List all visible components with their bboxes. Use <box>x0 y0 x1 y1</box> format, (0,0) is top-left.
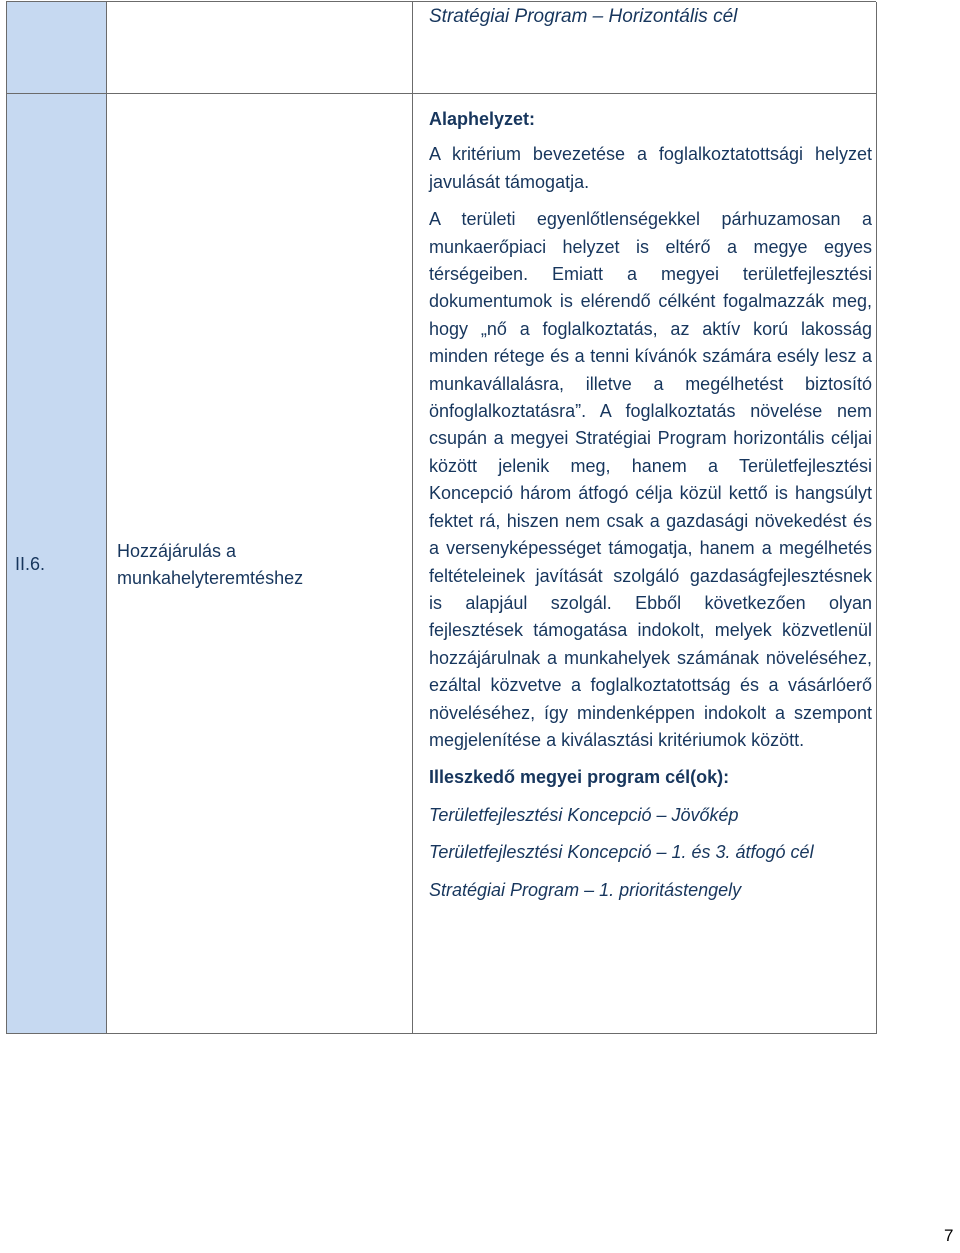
criterion-name: Hozzájárulás a munkahelyteremtéshez <box>117 541 304 588</box>
baseline-paragraph-2: A területi egyenlőtlenségekkel párhuzamosan a munkaerőpiaci helyzet is eltérő a megye egyes térségeiben. Emiatt a megyei területfejlesztési dokumentumok is elérendő célként fogalmazzák meg, hogy „nő a foglalkoztatás, az aktív korú lakosság minden rétege és a tenni kívánók számára esély lesz a munkavállalásra, illetve a megélhetést biztosító önfoglalkoztatásra”. A foglalkoztatás növelése nem csupán a megyei Stratégiai Program horizontális céljai között jelenik meg, hanem a Területfejlesztési Koncepció három átfogó célja közül kettő is hangsúlyt fektet rá, hiszen nem csak a gazdasági növekedést és a versenyképességet támogatja, hanem a megélhetés feltételeinek javítását szolgáló gazdaságfejlesztésnek is alapjául szolgál. Ebből következően olyan fejlesztések támogatása indokolt, melyek közvetlenül hozzájárulnak a munkahelyek számának növeléséhez, ezáltal közvetve a foglalkoztatottság és a vásárlóerő növeléséhez, így mindenképpen indokolt a szempont megjelenítése a kiválasztási kritériumok között. <box>429 209 872 750</box>
program-goal-item: Területfejlesztési Koncepció – Jövőkép <box>429 804 739 825</box>
criteria-table <box>6 1 876 1034</box>
baseline-paragraph-1: A kritérium bevezetése a foglalkoztatottsági helyzet javulását támogatja. <box>429 144 872 192</box>
baseline-heading: Alaphelyzet: <box>429 109 536 129</box>
id-header-cell <box>7 2 107 94</box>
criterion-id-cell <box>7 94 107 1034</box>
horizontal-goal-title: Stratégiai Program – Horizontális cél <box>429 6 738 27</box>
criterion-id: II.6. <box>15 554 46 574</box>
page-number: 7 <box>944 1226 954 1245</box>
program-goals-heading: Illeszkedő megyei program cél(ok): <box>429 767 730 788</box>
criterion-description-cell <box>413 94 877 1034</box>
criterion-name-cell <box>107 94 413 1034</box>
criterion-description <box>429 106 872 914</box>
program-goal-item: Területfejlesztési Koncepció – 1. és 3. átfogó cél <box>429 842 814 863</box>
description-header-cell <box>413 2 877 94</box>
name-header-cell <box>107 2 413 94</box>
program-goal-item: Stratégiai Program – 1. prioritástengely <box>429 879 742 900</box>
